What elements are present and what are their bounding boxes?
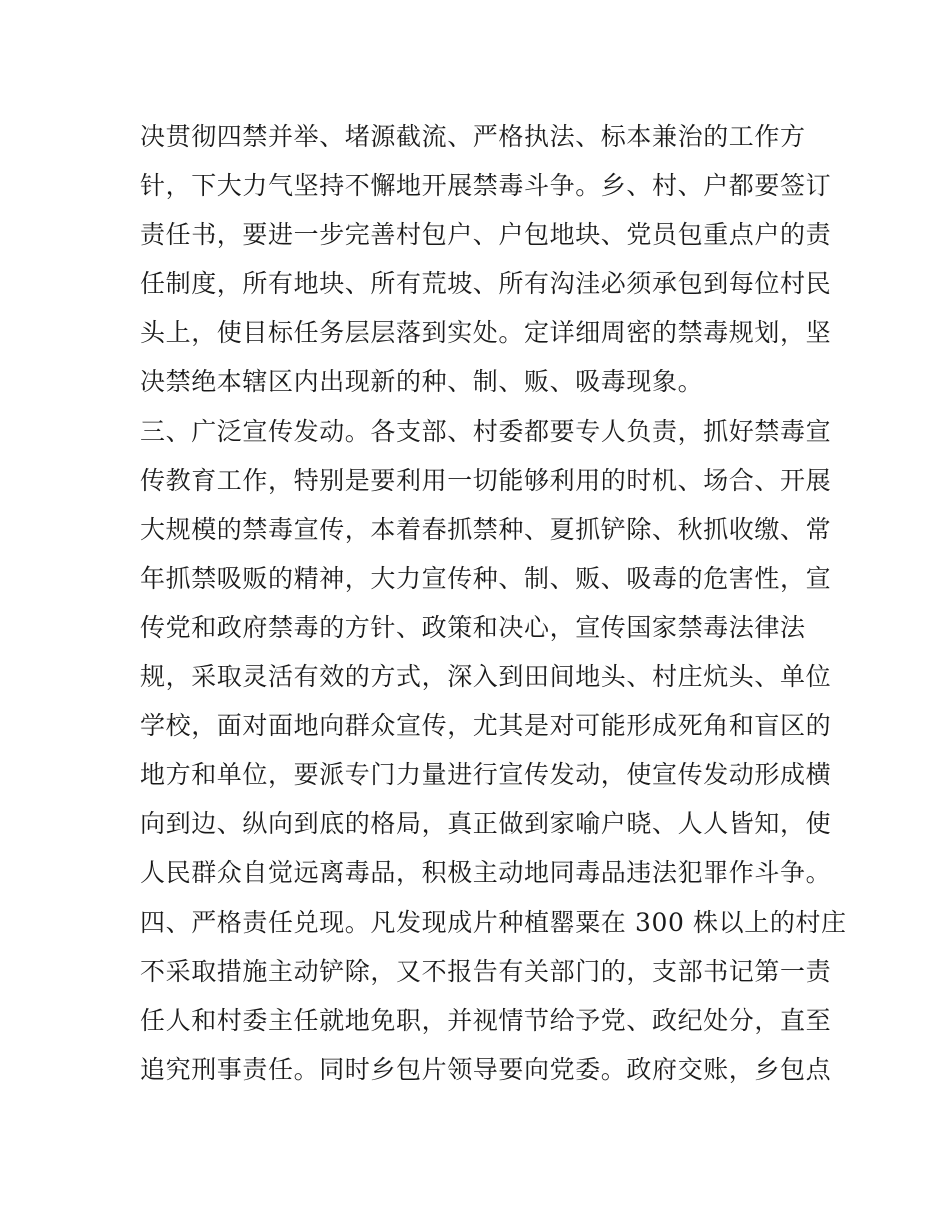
text-line-14: 地方和单位，要派专门力量进行宣传发动，使宣传发动形成横 <box>140 760 832 790</box>
text-line-6: 决禁绝本辖区内出现新的种、制、贩、吸毒现象。 <box>140 367 704 397</box>
text-line-2: 针，下大力气坚持不懈地开展禁毒斗争。乡、村、户都要签订 <box>140 171 832 201</box>
text-line-10: 年抓禁吸贩的精神，大力宣传种、制、贩、吸毒的危害性，宣 <box>140 563 832 593</box>
text-line-16: 人民群众自觉远离毒品，积极主动地同毒品违法犯罪作斗争。 <box>140 858 832 888</box>
text-line-15: 向到边、纵向到底的格局，真正做到家喻户晓、人人皆知，使 <box>140 809 832 839</box>
text-line-1: 决贯彻四禁并举、堵源截流、严格执法、标本兼治的工作方 <box>140 122 806 151</box>
text-line-9: 大规模的禁毒宣传，本着春抓禁种、夏抓铲除、秋抓收缴、常 <box>140 514 832 544</box>
text-line-17: 四、严格责任兑现。凡发现成片种植罂粟在 300 株以上的村庄 <box>140 907 847 937</box>
text-line-3: 责任书，要进一步完善村包户、户包地块、党员包重点户的责 <box>140 220 832 250</box>
text-line-5: 头上，使目标任务层层落到实处。定详细周密的禁毒规划，坚 <box>140 318 832 348</box>
text-line-18: 不采取措施主动铲除，又不报告有关部门的，支部书记第一责 <box>140 956 832 986</box>
text-line-13: 学校，面对面地向群众宣传，尤其是对可能形成死角和盲区的 <box>140 711 832 741</box>
text-line-20: 追究刑事责任。同时乡包片领导要向党委。政府交账，乡包点 <box>140 1054 832 1084</box>
text-line-12: 规，采取灵活有效的方式，深入到田间地头、村庄炕头、单位 <box>140 662 832 692</box>
text-line-4: 任制度，所有地块、所有荒坡、所有沟洼必须承包到每位村民 <box>140 269 832 299</box>
document-body <box>140 112 847 1094</box>
text-line-11: 传党和政府禁毒的方针、政策和决心，宣传国家禁毒法律法 <box>140 612 806 642</box>
text-line-8: 传教育工作，特别是要利用一切能够利用的时机、场合、开展 <box>140 465 832 495</box>
text-line-19: 任人和村委主任就地免职，并视情节给予党、政纪处分，直至 <box>140 1005 832 1035</box>
text-line-7: 三、广泛宣传发动。各支部、村委都要专人负责，抓好禁毒宣 <box>140 416 832 446</box>
